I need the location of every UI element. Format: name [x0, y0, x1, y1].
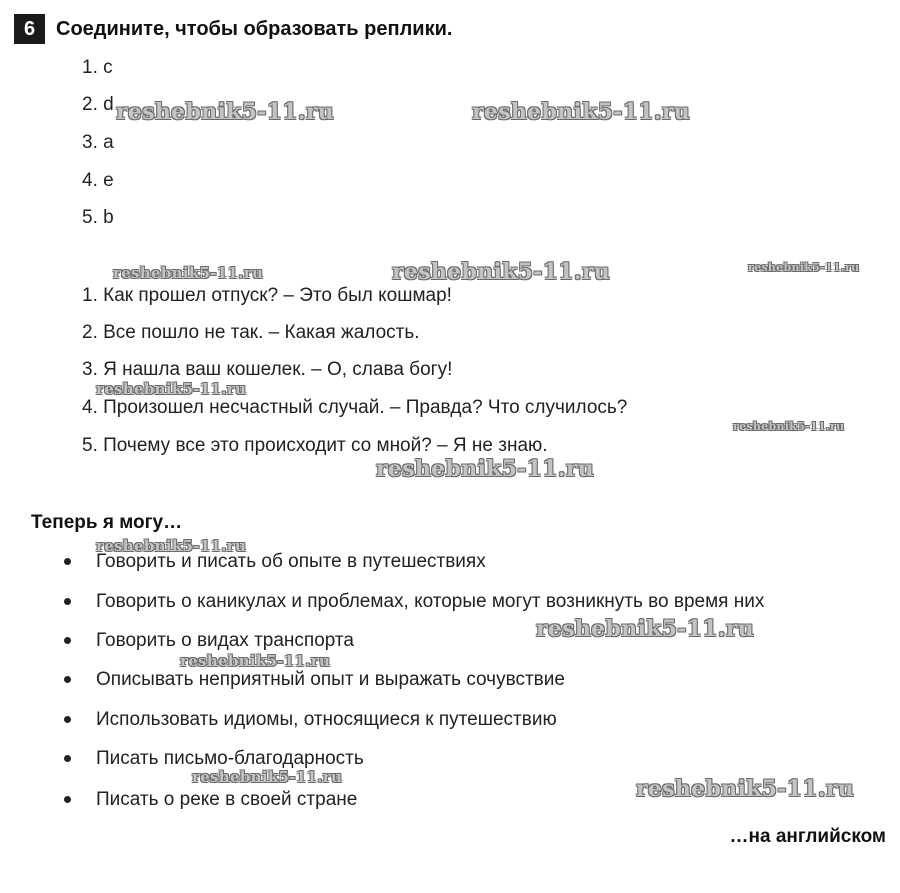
can-do-item: Говорить о видах транспорта	[96, 630, 354, 651]
bullet-dot	[64, 598, 71, 605]
watermark: reshebnik5-11.ru	[472, 99, 691, 125]
watermark: reshebnik5-11.ru	[116, 99, 335, 125]
translation-line: 4. Произошел несчастный случай. – Правда? Что случилось?	[82, 397, 628, 418]
watermark: reshebnik5-11.ru	[636, 776, 855, 802]
exercise-title: Соедините, чтобы образовать реплики.	[56, 18, 453, 40]
translation-line: 3. Я нашла ваш кошелек. – О, слава богу!	[82, 359, 453, 380]
answer-line: 2. d	[82, 94, 114, 115]
answer-line: 3. a	[82, 132, 114, 153]
watermark: reshebnik5-11.ru	[392, 259, 611, 285]
bullet-dot	[64, 716, 71, 723]
watermark: reshebnik5-11.ru	[192, 768, 343, 786]
watermark: reshebnik5-11.ru	[96, 380, 247, 398]
answer-line: 1. c	[82, 57, 113, 78]
bullet-dot	[64, 676, 71, 683]
watermark: reshebnik5-11.ru	[748, 261, 860, 274]
bullet-dot	[64, 755, 71, 762]
can-do-item: Описывать неприятный опыт и выражать сочувствие	[96, 669, 565, 690]
watermark: reshebnik5-11.ru	[96, 537, 247, 555]
can-do-item: Писать о реке в своей стране	[96, 789, 358, 810]
translation-line: 5. Почему все это происходит со мной? – Я не знаю.	[82, 435, 548, 456]
can-do-item: Говорить о каникулах и проблемах, которые могут возникнуть во время них	[96, 591, 765, 612]
watermark: reshebnik5-11.ru	[536, 616, 755, 642]
bullet-dot	[64, 558, 71, 565]
answer-line: 5. b	[82, 207, 114, 228]
translation-line: 1. Как прошел отпуск? – Это был кошмар!	[82, 285, 452, 306]
watermark: reshebnik5-11.ru	[113, 264, 264, 282]
can-do-item: Говорить и писать об опыте в путешествиях	[96, 551, 486, 572]
can-do-item: Писать письмо-благодарность	[96, 748, 364, 769]
watermark: reshebnik5-11.ru	[376, 456, 595, 482]
translation-line: 2. Все пошло не так. – Какая жалость.	[82, 322, 420, 343]
watermark: reshebnik5-11.ru	[180, 652, 331, 670]
footer-caption: …на английском	[729, 826, 886, 847]
answer-line: 4. e	[82, 170, 114, 191]
bullet-dot	[64, 637, 71, 644]
exercise-number-badge: 6	[14, 14, 45, 44]
can-do-item: Использовать идиомы, относящиеся к путешествию	[96, 709, 557, 730]
bullet-dot	[64, 796, 71, 803]
watermark: reshebnik5-11.ru	[733, 420, 845, 433]
can-do-title: Теперь я могу…	[31, 512, 183, 533]
